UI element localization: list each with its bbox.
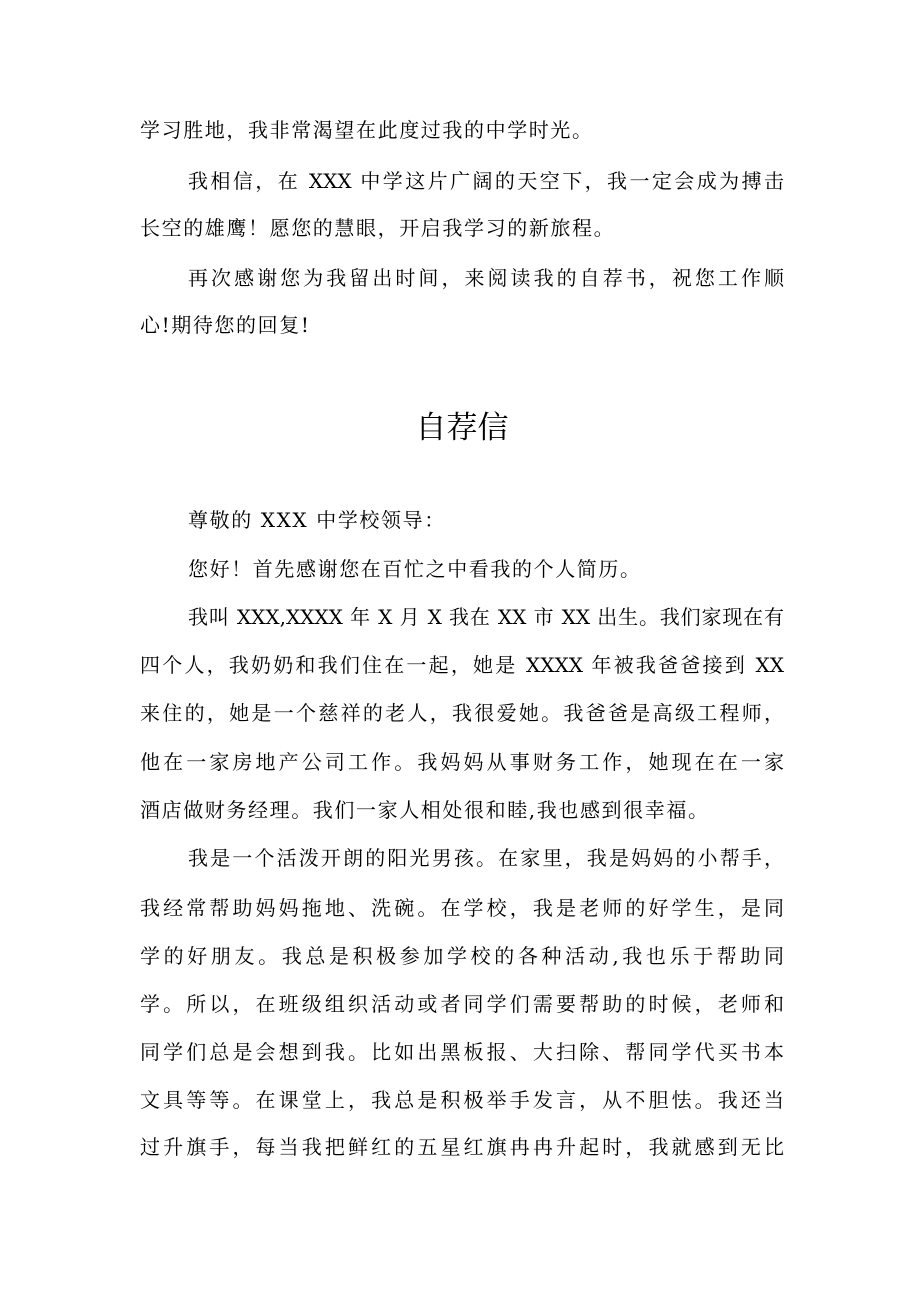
paragraph-line: 过升旗手，每当我把鲜红的五星红旗冉冉升起时，我就感到无比 [140,1135,784,1159]
paragraph-line: 我相信，在 XXX 中学这片广阔的天空下，我一定会成为搏击 [188,169,784,193]
paragraph-line: 学习胜地，我非常渴望在此度过我的中学时光。 [140,118,594,142]
paragraph-line: 来住的，她是一个慈祥的老人，我很爱她。我爸爸是高级工程师， [140,701,784,725]
paragraph-line: 学。所以，在班级组织活动或者同学们需要帮助的时候，老师和 [140,992,784,1016]
paragraph-line: 他在一家房地产公司工作。我妈妈从事财务工作，她现在在一家 [140,750,784,774]
paragraph-line: 文具等等。在课堂上，我总是积极举手发言，从不胆怯。我还当 [140,1088,784,1112]
paragraph-line: 我是一个活泼开朗的阳光男孩。在家里，我是妈妈的小帮手， [188,846,784,870]
paragraph-line: 再次感谢您为我留出时间，来阅读我的自荐书，祝您工作顺 [188,266,784,290]
paragraph-line: 同学们总是会想到我。比如出黑板报、大扫除、帮同学代买书本 [140,1040,784,1064]
paragraph-line: 您好！首先感谢您在百忙之中看我的个人简历。 [188,557,642,581]
paragraph-line: 学的好朋友。我总是积极参加学校的各种活动,我也乐于帮助同 [140,944,784,968]
paragraph-line: 长空的雄鹰！愿您的慧眼，开启我学习的新旅程。 [140,216,616,240]
paragraph-line: 四个人，我奶奶和我们住在一起，她是 XXXX 年被我爸爸接到 XX [140,653,784,677]
paragraph-line: 酒店做财务经理。我们一家人相处很和睦,我也感到很幸福。 [140,798,710,822]
paragraph-line: 我经常帮助妈妈拖地、洗碗。在学校，我是老师的好学生，是同 [140,896,784,920]
paragraph-line: 心!期待您的回复! [140,313,311,337]
salutation-line: 尊敬的 XXX 中学校领导： [188,508,446,532]
document-title: 自荐信 [415,410,509,446]
paragraph-line: 我叫 XXX,XXXX 年 X 月 X 我在 XX 市 XX 出生。我们家现在有 [188,605,784,629]
